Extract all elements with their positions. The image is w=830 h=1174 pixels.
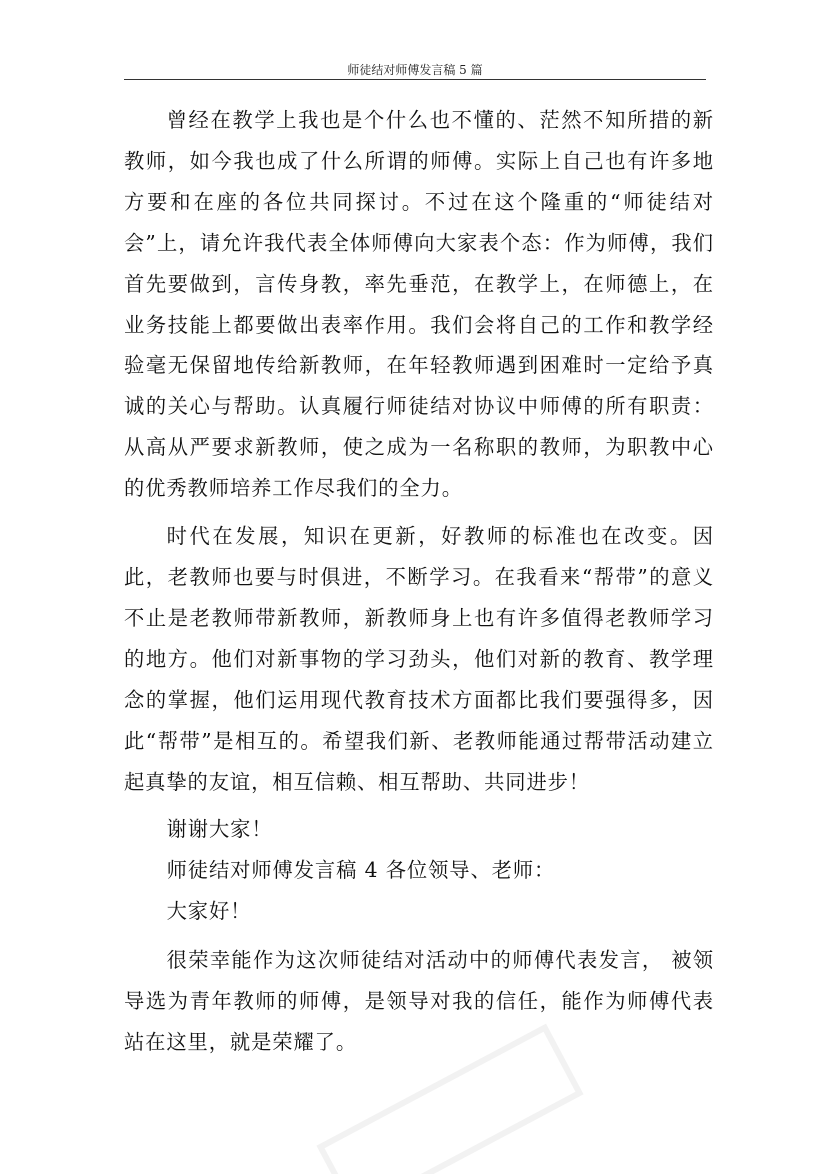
paragraph-mutual-learning: 时代在发展，知识在更新，好教师的标准也在改变。因此，老教师也要与时俱进，不断学习。在我看来“帮带”的意义不止是老教师带新教师，新教师身上也有许多值得老教师学习的地方。他们对新事物的学习劲头，他们对新的教育、教学理念的掌握，他们运用现代教育技术方面都比我们要强得多，因此“帮带”是相互的。希望我们新、老教师能通过帮带活动建立起真挚的友谊，相互信赖、相互帮助、共同进步！ bbox=[124, 524, 714, 794]
body-text bbox=[124, 100, 714, 1063]
paragraph-honor: 很荣幸能作为这次师徒结对活动中的师傅代表发言， 被领导选为青年教师的师傅，是领导对我的信任，能作为师傅代表站在这里，就是荣耀了。 bbox=[124, 948, 714, 1054]
paragraph-thanks: 谢谢大家！ bbox=[166, 817, 273, 842]
paragraph-speech-4-title: 师徒结对师傅发言稿 4 各位领导、老师： bbox=[166, 858, 556, 883]
paragraph-greeting: 大家好！ bbox=[166, 899, 252, 924]
running-header: 师徒结对师傅发言稿 5 篇 bbox=[347, 63, 483, 77]
paragraph-mentor-pledge: 曾经在教学上我也是个什么也不懂的、茫然不知所措的新教师，如今我也成了什么所谓的师傅。实际上自己也有许多地方要和在座的各位共同探讨。不过在这个隆重的“师徒结对会”上，请允许我代表全体师傅向大家表个态：作为师傅，我们首先要做到，言传身教，率先垂范，在教学上，在师德上，在业务技能上都要做出表率作用。我们会将自己的工作和教学经验毫无保留地传给新教师，在年轻教师遇到困难时一定给予真诚的关心与帮助。认真履行师徒结对协议中师傅的所有职责：从高从严要求新教师，使之成为一名称职的教师，为职教中心的优秀教师培养工作尽我们的全力。 bbox=[124, 108, 714, 501]
header-rule bbox=[124, 79, 706, 80]
